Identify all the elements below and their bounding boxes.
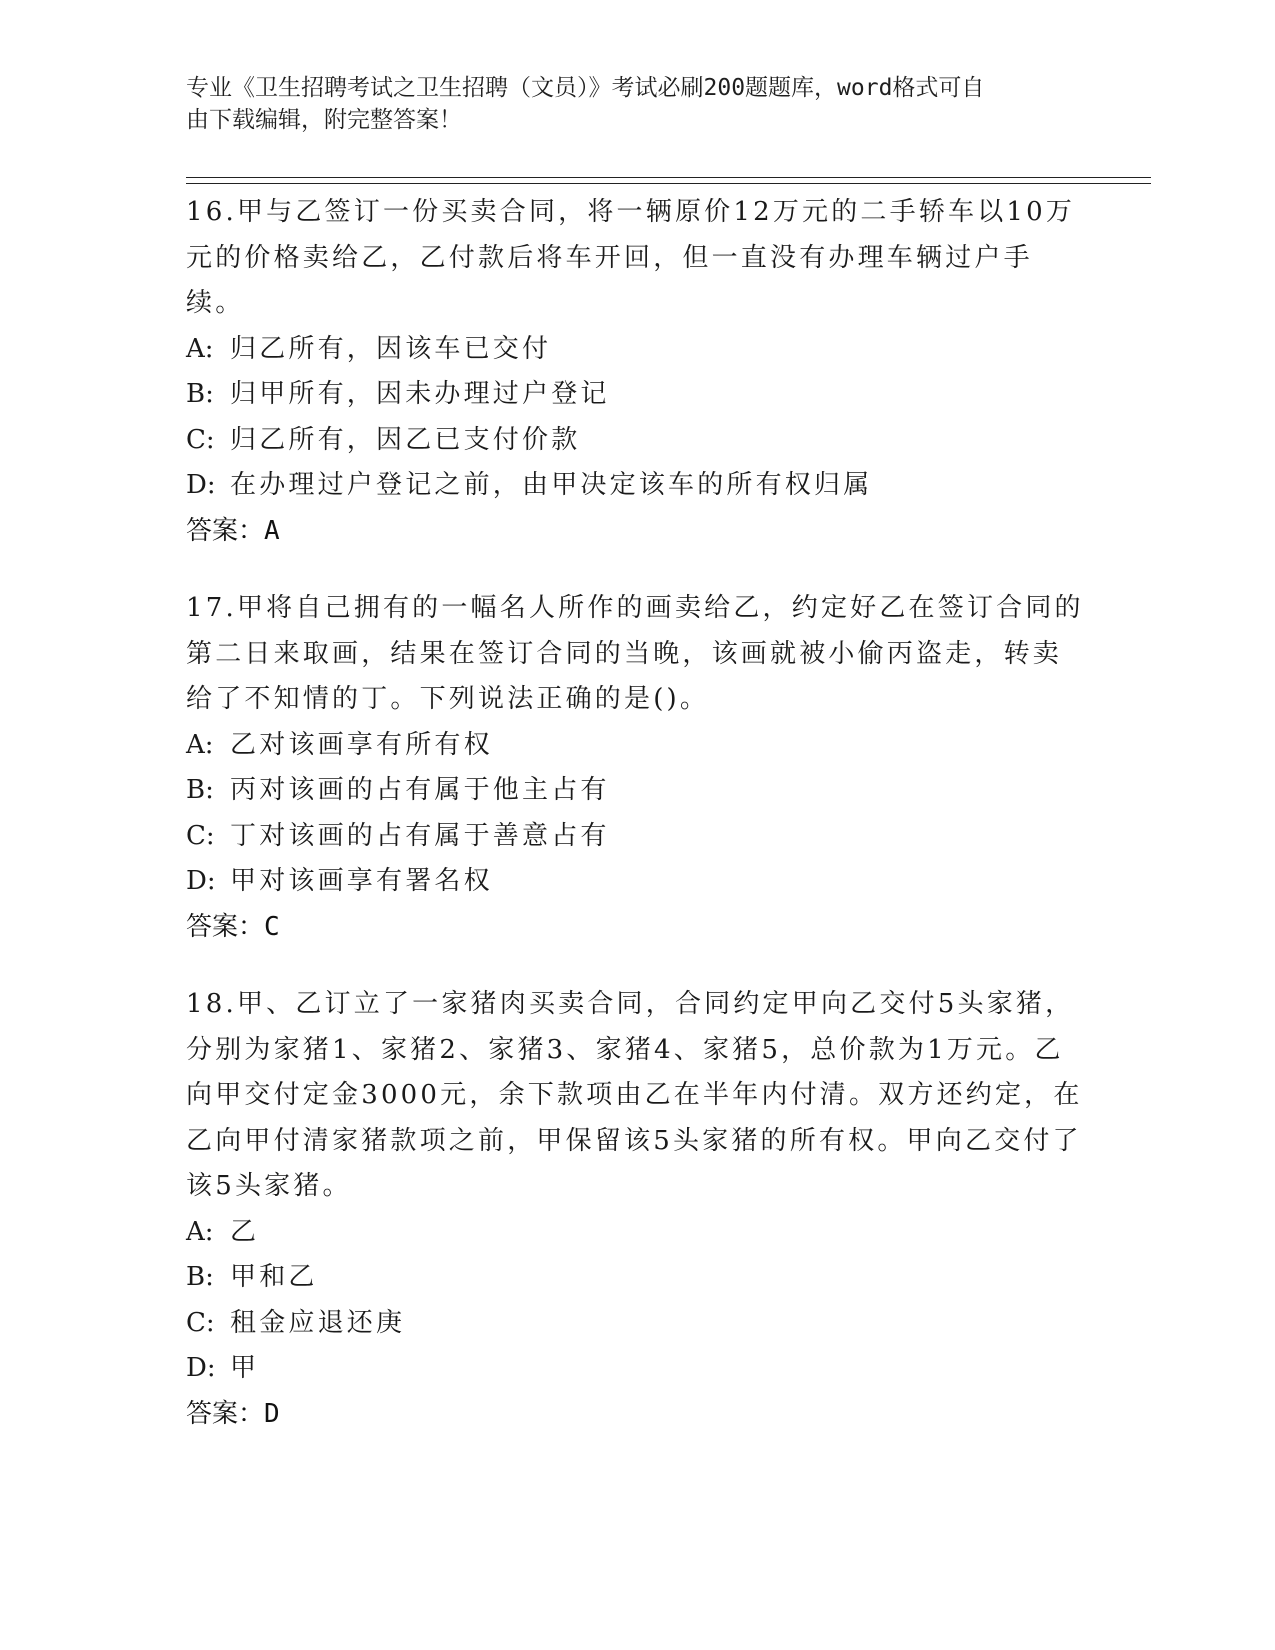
option-text: 在办理过户登记之前，由甲决定该车的所有权归属 bbox=[230, 470, 873, 500]
option-c bbox=[186, 1301, 1086, 1347]
answer-line bbox=[186, 905, 1086, 951]
option-text: 丙对该画的占有属于他主占有 bbox=[230, 775, 610, 805]
option-d bbox=[186, 859, 1086, 905]
option-text: 归乙所有，因乙已支付价款 bbox=[230, 424, 581, 455]
question-16 bbox=[186, 190, 1086, 554]
answer-line bbox=[186, 1392, 1086, 1438]
option-key: B: bbox=[186, 379, 214, 409]
question-stem: 17.甲将自己拥有的一幅名人所作的画卖给乙，约定好乙在签订合同的第二日来取画，结果在签订合同的当晚，该画就被小偷丙盗走，转卖给了不知情的丁。下列说法正确的是()。 bbox=[186, 593, 1084, 714]
option-key: A: bbox=[186, 1216, 214, 1247]
option-key: A: bbox=[186, 333, 214, 364]
document-header bbox=[186, 72, 1066, 136]
header-divider-top bbox=[186, 177, 1151, 178]
option-key: D: bbox=[186, 1353, 216, 1383]
option-b bbox=[186, 372, 1086, 418]
option-key: C: bbox=[186, 820, 215, 851]
answer-value: A bbox=[264, 515, 280, 546]
option-text: 归甲所有，因未办理过户登记 bbox=[230, 379, 610, 409]
answer-value: C bbox=[264, 911, 280, 942]
option-key: D: bbox=[186, 866, 216, 896]
header-divider-bottom bbox=[186, 183, 1151, 184]
question-17 bbox=[186, 586, 1086, 950]
answer-label: 答案： bbox=[186, 515, 265, 546]
question-stem: 18.甲、乙订立了一家猪肉买卖合同，合同约定甲向乙交付5头家猪，分别为家猪1、家猪2、家猪3、家猪4、家猪5，总价款为1万元。乙向甲交付定金3000元，余下款项由乙在半年内付清。双方还约定，在乙向甲付清家猪款项之前，甲保留该5头家猪的所有权。甲向乙交付了该5头家猪。 bbox=[186, 989, 1083, 1201]
option-key: D: bbox=[186, 470, 216, 500]
option-text: 乙 bbox=[230, 1216, 260, 1247]
option-text: 甲和乙 bbox=[230, 1262, 318, 1292]
answer-line bbox=[186, 509, 1086, 555]
question-stem: 16.甲与乙签订一份买卖合同，将一辆原价12万元的二手轿车以10万元的价格卖给乙，乙付款后将车开回，但一直没有办理车辆过户手续。 bbox=[186, 197, 1076, 318]
option-key: C: bbox=[186, 1307, 215, 1338]
header-title-line-1: 专业《卫生招聘考试之卫生招聘（文员）》考试必刷200题题库，word格式可自 bbox=[186, 75, 985, 101]
option-c bbox=[186, 418, 1086, 464]
answer-label: 答案： bbox=[186, 1398, 265, 1429]
option-d bbox=[186, 1346, 1086, 1392]
option-a bbox=[186, 1210, 1086, 1256]
option-b bbox=[186, 1255, 1086, 1301]
header-title-line-2: 由下载编辑，附完整答案！ bbox=[186, 107, 462, 133]
option-key: B: bbox=[186, 1262, 214, 1292]
option-key: C: bbox=[186, 424, 215, 455]
option-d bbox=[186, 463, 1086, 509]
option-a bbox=[186, 723, 1086, 769]
option-key: B: bbox=[186, 775, 214, 805]
option-c bbox=[186, 814, 1086, 860]
question-18 bbox=[186, 982, 1086, 1437]
option-a bbox=[186, 327, 1086, 373]
answer-label: 答案： bbox=[186, 911, 265, 942]
option-text: 甲对该画享有署名权 bbox=[230, 866, 493, 896]
option-text: 丁对该画的占有属于善意占有 bbox=[230, 820, 610, 851]
option-key: A: bbox=[186, 729, 214, 760]
option-text: 归乙所有，因该车已交付 bbox=[230, 333, 552, 364]
answer-value: D bbox=[264, 1398, 280, 1429]
option-text: 乙对该画享有所有权 bbox=[230, 729, 493, 760]
option-text: 租金应退还庚 bbox=[230, 1307, 406, 1338]
option-text: 甲 bbox=[230, 1353, 260, 1383]
option-b bbox=[186, 768, 1086, 814]
question-list bbox=[186, 190, 1086, 1469]
